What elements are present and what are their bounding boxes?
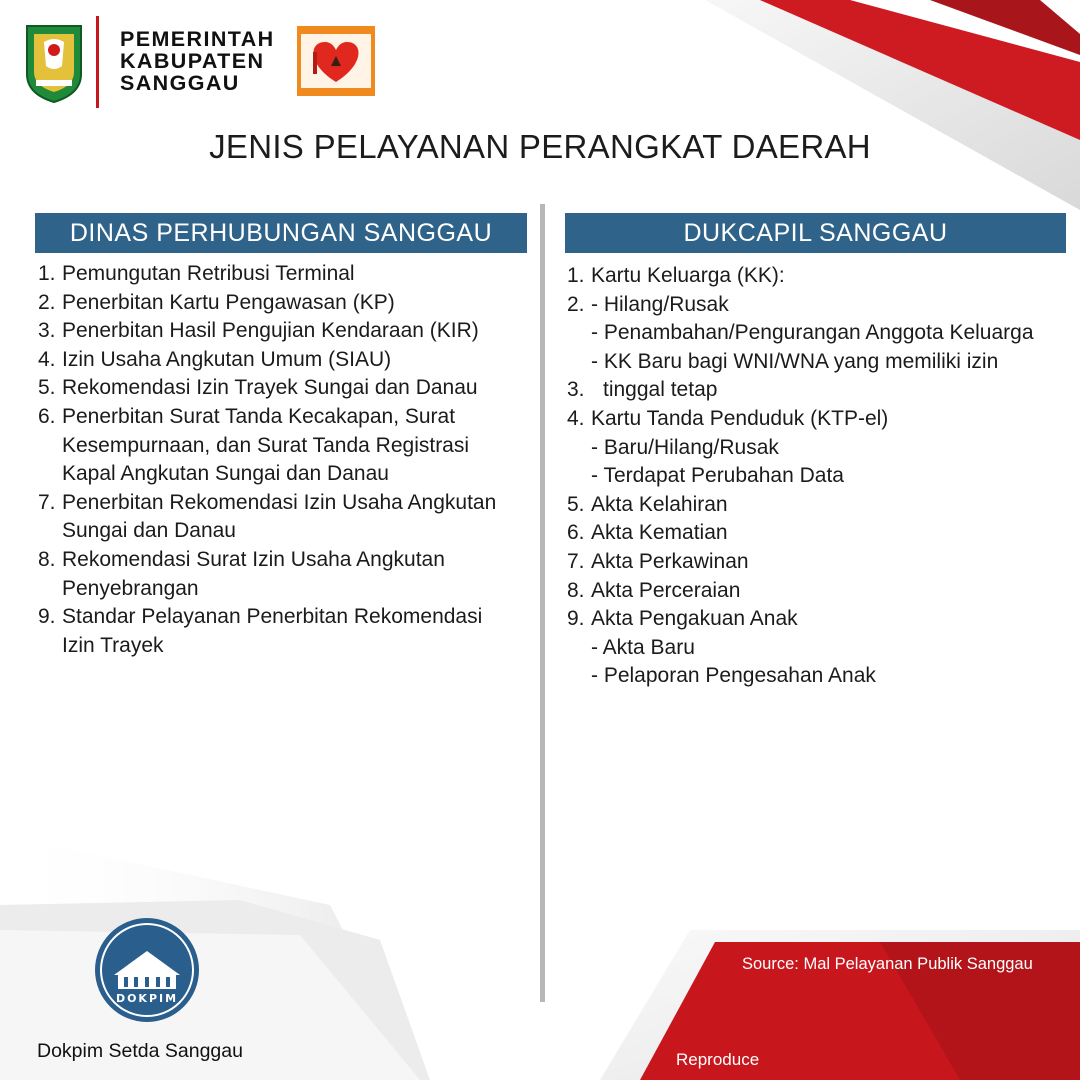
list-item: 7. Akta Perkawinan — [567, 549, 749, 573]
dukcapil-heading: DUKCAPIL SANGGAU — [565, 213, 1066, 253]
list-item: 3. tinggal tetap — [567, 378, 718, 402]
list-item: 5. Akta Kelahiran — [567, 492, 728, 516]
list-item: - Akta Baru — [591, 635, 695, 659]
regency-emblem-icon — [24, 22, 84, 104]
list-item: 7. Penerbitan Rekomendasi Izin Usaha Angkutan — [38, 490, 497, 514]
list-item: Penyebrangan — [62, 576, 199, 600]
list-item: 1. Pemungutan Retribusi Terminal — [38, 262, 355, 285]
list-item: Izin Trayek — [62, 633, 164, 657]
list-item: 4. Kartu Tanda Penduduk (KTP-el) — [567, 406, 889, 430]
list-item: 3. Penerbitan Hasil Pengujian Kendaraan (KIR) — [38, 319, 479, 343]
government-name — [120, 28, 275, 94]
list-item: - KK Baru bagi WNI/WNA yang memiliki izin — [591, 349, 999, 373]
footer-organization-name: Dokpim Setda Sanggau — [37, 1040, 243, 1062]
dokpim-logo-icon — [94, 917, 200, 1023]
list-item: 6. Akta Kematian — [567, 521, 728, 545]
list-item: 5. Rekomendasi Izin Trayek Sungai dan Danau — [38, 376, 478, 400]
list-item: Kesempurnaan, dan Surat Tanda Registrasi — [62, 433, 470, 457]
list-item: 8. Akta Perceraian — [567, 578, 741, 602]
list-item: - Penambahan/Pengurangan Anggota Keluarga — [591, 321, 1034, 345]
dukcapil-service-list — [567, 262, 1072, 691]
source-credit: Source: Mal Pelayanan Publik Sanggau — [742, 955, 1033, 973]
header-divider — [96, 16, 99, 108]
page-title: JENIS PELAYANAN PERANGKAT DAERAH — [209, 128, 871, 165]
list-item: 2. - Hilang/Rusak — [567, 292, 729, 316]
list-item: - Baru/Hilang/Rusak — [591, 435, 779, 459]
reproduce-label: Reproduce — [676, 1050, 760, 1069]
list-item: 9. Akta Pengakuan Anak — [567, 607, 798, 631]
list-item: Kapal Angkutan Sungai dan Danau — [62, 462, 389, 486]
list-item: 9. Standar Pelayanan Penerbitan Rekomendasi — [38, 605, 483, 629]
svg-text:DOKPIM: DOKPIM — [115, 992, 179, 1005]
list-item: 2. Penerbitan Kartu Pengawasan (KP) — [38, 290, 395, 314]
list-item: - Pelaporan Pengesahan Anak — [591, 664, 876, 688]
column-divider — [540, 204, 545, 1002]
gov-line-2: KABUPATEN — [120, 49, 265, 73]
list-item: 6. Penerbitan Surat Tanda Kecakapan, Surat — [38, 404, 456, 428]
dishub-heading: DINAS PERHUBUNGAN SANGGAU — [35, 213, 527, 253]
list-item: 1. Kartu Keluarga (KK): — [567, 264, 785, 287]
gov-line-3: SANGGAU — [120, 71, 240, 95]
gov-line-1: PEMERINTAH — [120, 27, 275, 51]
list-item: 4. Izin Usaha Angkutan Umum (SIAU) — [38, 347, 392, 371]
list-item: Sungai dan Danau — [62, 519, 236, 543]
dishub-service-list — [38, 260, 528, 660]
list-item: 8. Rekomendasi Surat Izin Usaha Angkutan — [38, 547, 445, 571]
list-item: - Terdapat Perubahan Data — [591, 464, 844, 488]
campaign-poster-icon — [297, 26, 375, 96]
